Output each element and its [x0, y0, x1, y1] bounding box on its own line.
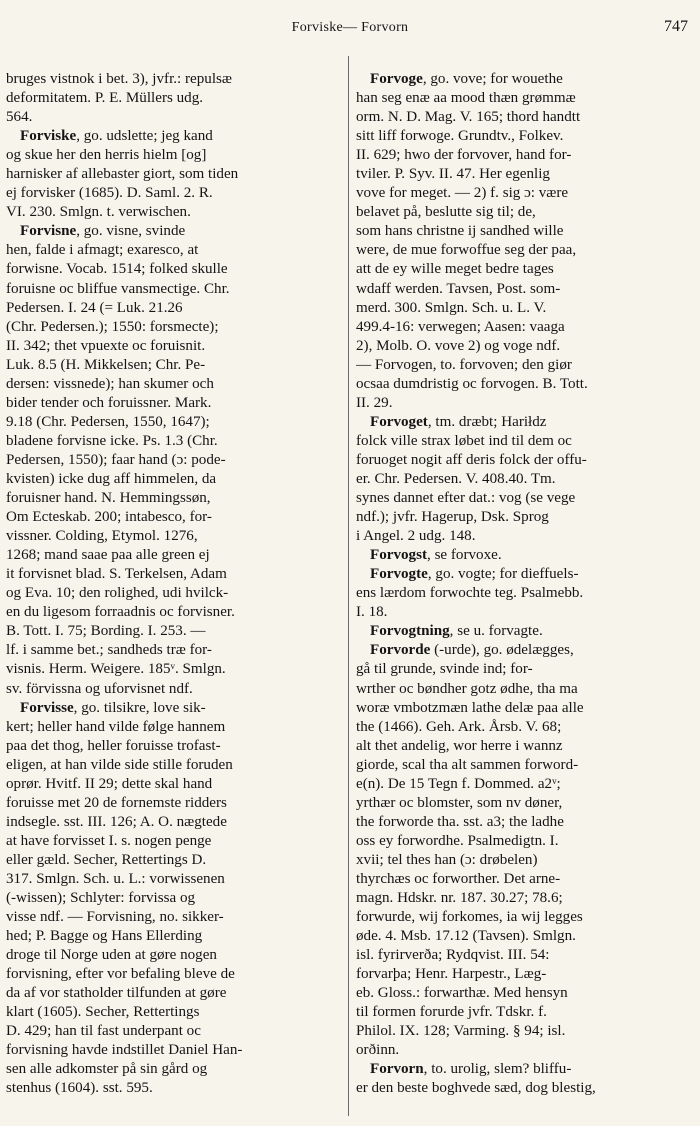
text-line: belavet på, beslutte sig til; de,: [356, 204, 536, 221]
column-divider: [348, 56, 349, 1116]
text-line: da af vor statholder tilfunden at gøre: [6, 985, 227, 1002]
text-line: Forvisse, go. tilsikre, love sik-: [20, 699, 206, 716]
text-line: I. 18.: [356, 604, 388, 621]
text-line: harnisker af allebaster giort, som tiden: [6, 166, 239, 183]
text-line: og skue her den herris hielm [og]: [6, 147, 207, 164]
text-line: Forvorn, to. urolig, slem? bliffu-: [370, 1061, 572, 1078]
headword: Forvorde: [370, 642, 431, 659]
text-line: kert; heller hand vilde følge hannem: [6, 718, 226, 735]
text-line: hen, falde i afmagt; exaresco, at: [6, 242, 199, 259]
text-line: II. 342; thet vpuexte oc foruisnit.: [6, 337, 206, 354]
text-line: orðinn.: [356, 1042, 400, 1059]
text-line: Forvisne, go. visne, svinde: [20, 223, 186, 240]
text-line: Forvogte, go. vogte; for dieffuels-: [370, 566, 579, 583]
text-line: indsegle. sst. III. 126; A. O. nægtede: [6, 813, 227, 830]
text-line: til formen forurde jvfr. Tdskr. f.: [356, 1004, 547, 1021]
text-line: 317. Smlgn. Sch. u. L.: vorwissenen: [6, 870, 225, 887]
text-line: i Angel. 2 udg. 148.: [356, 528, 476, 545]
text-line: Forvorde (-urde), go. ødelægges,: [370, 642, 574, 659]
running-head: Forviske— Forvorn: [291, 20, 409, 35]
text-line: oprør. Hvitf. II 29; dette skal hand: [6, 775, 213, 792]
text-line: vove for meget. — 2) f. sig ɔ: være: [356, 185, 569, 202]
text-line: orm. N. D. Mag. V. 165; thord handtt: [356, 109, 581, 126]
text-line: en du ligesom forraadnis oc forvisner.: [6, 604, 235, 621]
text-line: er. Chr. Pedersen. V. 408.40. Tm.: [356, 470, 556, 487]
text-line: Forvoge, go. vove; for wouethe: [370, 71, 563, 87]
text-line: sen alle adkomster på sin gård og: [6, 1061, 208, 1078]
text-line: ndf.); jvfr. Hagerup, Dsk. Sprog: [356, 509, 549, 526]
text-line: the (1466). Geh. Ark. Årsb. V. 68;: [356, 718, 562, 735]
text-line: visnis. Herm. Weigere. 185ᵛ. Smlgn.: [6, 661, 226, 678]
text-line: sitt liff forwoge. Grundtv., Folkev.: [356, 128, 564, 145]
text-line: 9.18 (Chr. Pedersen, 1550, 1647);: [6, 413, 210, 430]
text-line: droge til Norge uden at gøre nogen: [6, 947, 217, 964]
text-line: att de ey wille meget bedre tages: [356, 261, 554, 278]
text-line: stenhus (1604). sst. 595.: [6, 1080, 153, 1097]
text-line: som hans christne ij sandhed wille: [356, 223, 564, 240]
text-line: thyrchæs oc forworther. Det arne-: [356, 870, 561, 887]
text-line: oss ey forwordhe. Psalmedigtn. I.: [356, 832, 559, 849]
text-line: folck ville strax løbet ind til dem oc: [356, 432, 572, 449]
text-line: Forvoget, tm. dræbt; Hariłdz: [370, 413, 547, 430]
text-line: ens lærdom forwochte teg. Psalmebb.: [356, 585, 584, 602]
text-line: tviler. P. Syv. II. 47. Her egenlig: [356, 166, 550, 183]
text-line: 1268; mand saae paa alle green ej: [6, 547, 210, 564]
text-line: bruges vistnok i bet. 3), jvfr.: repulsæ: [6, 71, 232, 87]
text-line: forvisning havde indstillet Daniel Han-: [6, 1042, 243, 1059]
text-line: woræ vmbotzmæn lathe delæ paa alle: [356, 699, 584, 716]
text-line: Pedersen. I. 24 (= Luk. 21.26: [6, 299, 183, 316]
text-line: bider tender och foruissner. Mark.: [6, 394, 212, 411]
text-line: eb. Gloss.: forwarthæ. Med hensyn: [356, 985, 568, 1002]
text-line: yrthær oc blomster, som nv døner,: [356, 794, 563, 811]
text-line: B. Tott. I. 75; Bording. I. 253. —: [6, 623, 206, 640]
left-column: [6, 70, 346, 1099]
text-line: Forvogtning, se u. forvagte.: [370, 623, 543, 640]
text-line: Pedersen, 1550); faar hand (ɔ: pode-: [6, 451, 226, 468]
text-line: Luk. 8.5 (H. Mikkelsen; Chr. Pe-: [6, 356, 206, 373]
text-line: eligen, at han vilde side stille foruden: [6, 756, 233, 773]
headword: Forviske: [20, 128, 77, 145]
headword: Forvogst: [370, 547, 428, 564]
text-line: xvii; tel thes han (ɔ: drøbelen): [356, 851, 538, 868]
text-line: kvisten) icke dug aff himmelen, da: [6, 470, 217, 487]
text-line: it forvisnet blad. S. Terkelsen, Adam: [6, 566, 227, 583]
text-line: Philol. IX. 128; Varming. § 94; isl.: [356, 1023, 566, 1040]
text-line: og Eva. 10; den rolighed, udi hvilck-: [6, 585, 229, 602]
text-line: paa det thog, heller foruisse trofast-: [6, 737, 221, 754]
text-line: bladene forvisne icke. Ps. 1.3 (Chr.: [6, 432, 218, 449]
headword: Forvogtning: [370, 623, 450, 640]
text-line: Forvogst, se forvoxe.: [370, 547, 502, 564]
text-line: e(n). De 15 Tegn f. Dommed. a2ᵛ;: [356, 775, 561, 792]
text-line: the forworde tha. sst. a3; the ladhe: [356, 813, 564, 830]
text-line: foruisner hand. N. Hemmingssøn,: [6, 490, 211, 507]
text-line: (-wissen); Schlyter: forvissa og: [6, 890, 196, 907]
text-line: forwisne. Vocab. 1514; folked skulle: [6, 261, 228, 278]
text-line: foruoget nogit aff deris folck der offu-: [356, 451, 587, 468]
text-line: synes dannet efter dat.: vog (se vege: [356, 490, 576, 507]
text-line: lf. i samme bet.; sandheds træ for-: [6, 642, 212, 659]
headword: Forvoget: [370, 413, 428, 430]
right-column: [356, 70, 696, 1099]
text-line: wrther oc bøndher gotz ødhe, tha ma: [356, 680, 578, 697]
text-line: merd. 300. Smlgn. Sch. u. L. V.: [356, 299, 547, 316]
text-line: vissner. Colding, Etymol. 1276,: [6, 528, 198, 545]
headword: Forvoge: [370, 71, 423, 87]
headword: Forvisse: [20, 699, 74, 716]
text-line: foruisne oc bliffue vansmectige. Chr.: [6, 280, 230, 297]
text-line: eller gæld. Secher, Rettertings D.: [6, 851, 207, 868]
text-line: were, de mue forwoffue seg der paa,: [356, 242, 577, 259]
headword: Forvogte: [370, 566, 428, 583]
text-line: 499.4-16: verwegen; Aasen: vaaga: [356, 318, 565, 335]
page-number: 747: [664, 18, 688, 35]
text-line: gå til grunde, svinde ind; for-: [356, 661, 533, 678]
headword: Forvorn: [370, 1061, 424, 1078]
text-line: isl. fyrirverða; Rydqvist. III. 54:: [356, 947, 550, 964]
text-line: er den beste boghvede sæd, dog blestig,: [356, 1080, 596, 1097]
text-line: forvarþa; Henr. Harpestr., Læg-: [356, 966, 547, 983]
text-line: magn. Hdskr. nr. 187. 30.27; 78.6;: [356, 890, 563, 907]
text-line: at have forvisset I. s. nogen penge: [6, 832, 212, 849]
text-line: sv. förvissna og uforvisnet ndf.: [6, 680, 193, 697]
text-line: hed; P. Bagge og Hans Ellerding: [6, 928, 203, 945]
text-line: deformitatem. P. E. Müllers udg.: [6, 90, 204, 107]
text-line: II. 629; hwo der forvover, hand for-: [356, 147, 572, 164]
text-line: giorde, scal tha alt sammen forword-: [356, 756, 579, 773]
page-header: [0, 18, 700, 44]
text-line: II. 29.: [356, 394, 393, 411]
text-line: D. 429; han til fast underpant oc: [6, 1023, 201, 1040]
text-line: (Chr. Pedersen.); 1550: forsmecte);: [6, 318, 219, 335]
text-line: klart (1605). Secher, Rettertings: [6, 1004, 200, 1021]
text-line: ej forvisker (1685). D. Saml. 2. R.: [6, 185, 213, 202]
text-line: foruisse met 20 de fornemste ridders: [6, 794, 227, 811]
text-line: Forviske, go. udslette; jeg kand: [20, 128, 213, 145]
text-line: Om Ecteskab. 200; intabesco, for-: [6, 509, 212, 526]
text-line: øde. 4. Msb. 17.12 (Tavsen). Smlgn.: [356, 928, 576, 945]
text-line: han seg enæ aa mood thæn grømmæ: [356, 90, 576, 107]
text-line: forvisning, efter vor befaling bleve de: [6, 966, 235, 983]
text-line: ocsaa dumdristig oc forvogen. B. Tott.: [356, 375, 588, 392]
text-line: VI. 230. Smlgn. t. verwischen.: [6, 204, 191, 221]
text-line: alt thet andelig, wor herre i wannz: [356, 737, 563, 754]
text-line: visse ndf. — Forvisning, no. sikker-: [6, 909, 224, 926]
text-line: wdaff werden. Tavsen, Post. som-: [356, 280, 561, 297]
headword: Forvisne: [20, 223, 77, 240]
text-line: 2), Molb. O. vove 2) og voge ndf.: [356, 337, 561, 354]
text-line: 564.: [6, 109, 33, 126]
text-line: — Forvogen, to. forvoven; den giør: [356, 356, 572, 373]
text-line: dersen: vissnede); han skumer och: [6, 375, 214, 392]
text-line: forwurde, wij forkomes, ia wij legges: [356, 909, 583, 926]
